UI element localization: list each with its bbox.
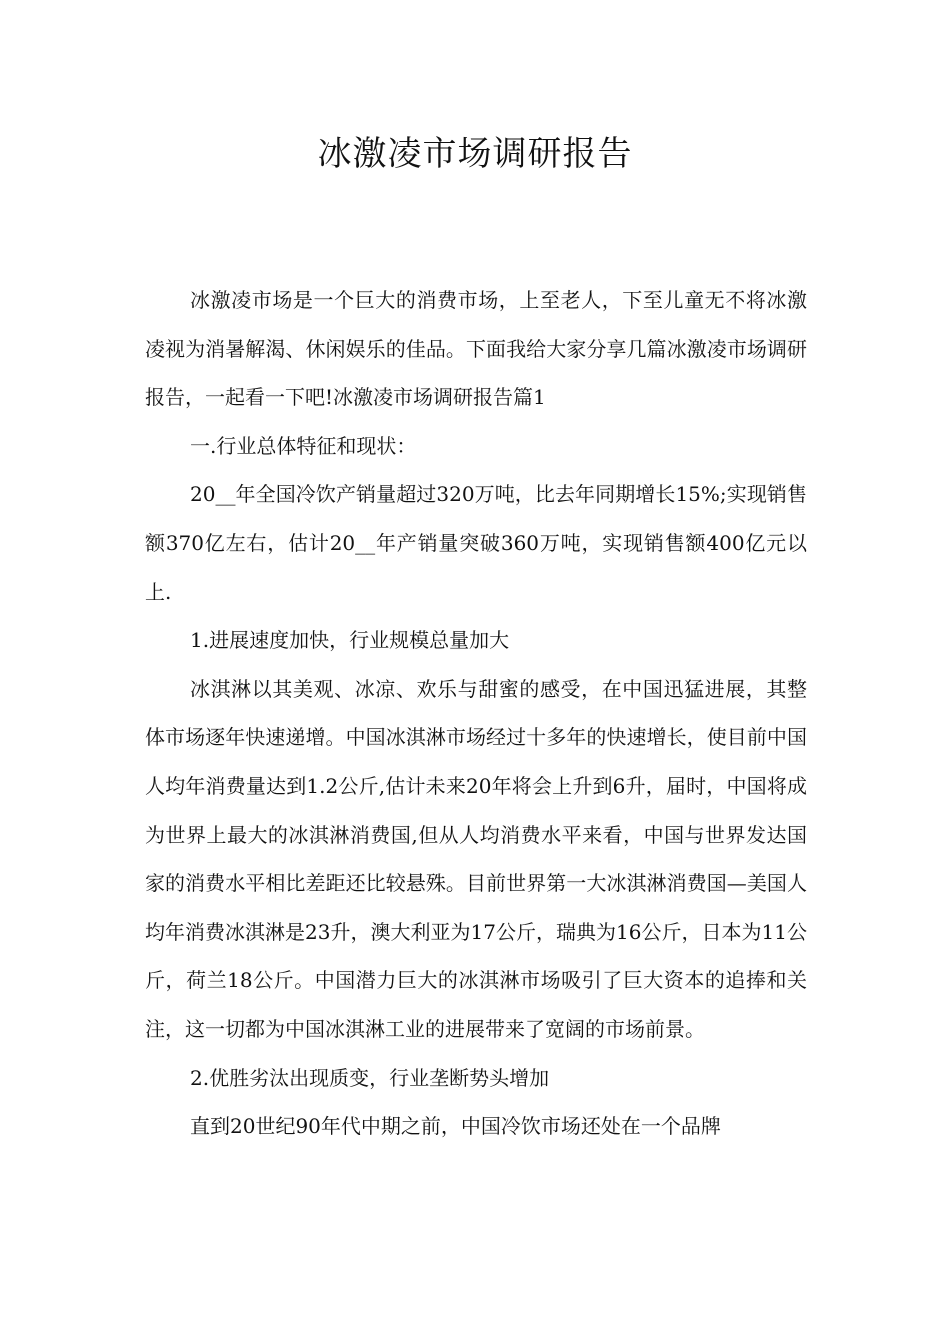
- paragraph-brand-history: 直到20世纪90年代中期之前，中国冷饮市场还处在一个品牌: [190, 1114, 721, 1139]
- paragraph-intro: 冰激凌市场是一个巨大的消费市场，上至老人，下至儿童无不将冰激凌视为消暑解渴、休闲娱乐的佳品。下面我给大家分享几篇冰激凌市场调研报告，一起看一下吧!冰激凌市场调研报告篇1: [145, 288, 807, 410]
- document-title: 冰激凌市场调研报告: [317, 134, 633, 174]
- paragraph-market-growth: 冰淇淋以其美观、冰凉、欢乐与甜蜜的感受，在中国迅猛进展，其整体市场逐年快速递增。中国冰淇淋市场经过十多年的快速增长，使目前中国人均年消费量达到1.2公斤,估计未来20年将会上升到6升，届时，中国将成为世界上最大的冰淇淋消费国,但从人均消费水平来看，中国与世界发达国家的消费水平相比差距还比较悬殊。目前世界第一大冰淇淋消费国—美国人均年消费冰淇淋是23升，澳大利亚为17公斤，瑞典为16公斤，日本为11公斤，荷兰18公斤。中国潜力巨大的冰淇淋市场吸引了巨大资本的追捧和关注，这一切都为中国冰淇淋工业的进展带来了宽阔的市场前景。: [145, 676, 807, 1041]
- subheading-survival-of-fittest: 2.优胜劣汰出现质变，行业垄断势头增加: [190, 1065, 550, 1090]
- subheading-growth-speed: 1.进展速度加快，行业规模总量加大: [190, 628, 510, 653]
- document-body: [145, 276, 807, 1151]
- paragraph-production-sales: 20__年全国冷饮产销量超过320万吨，比去年同期增长15%;实现销售额370亿左右，估计20__年产销量突破360万吨，实现销售额400亿元以上.: [145, 482, 807, 604]
- section-heading-industry-overview: 一.行业总体特征和现状：: [190, 433, 417, 458]
